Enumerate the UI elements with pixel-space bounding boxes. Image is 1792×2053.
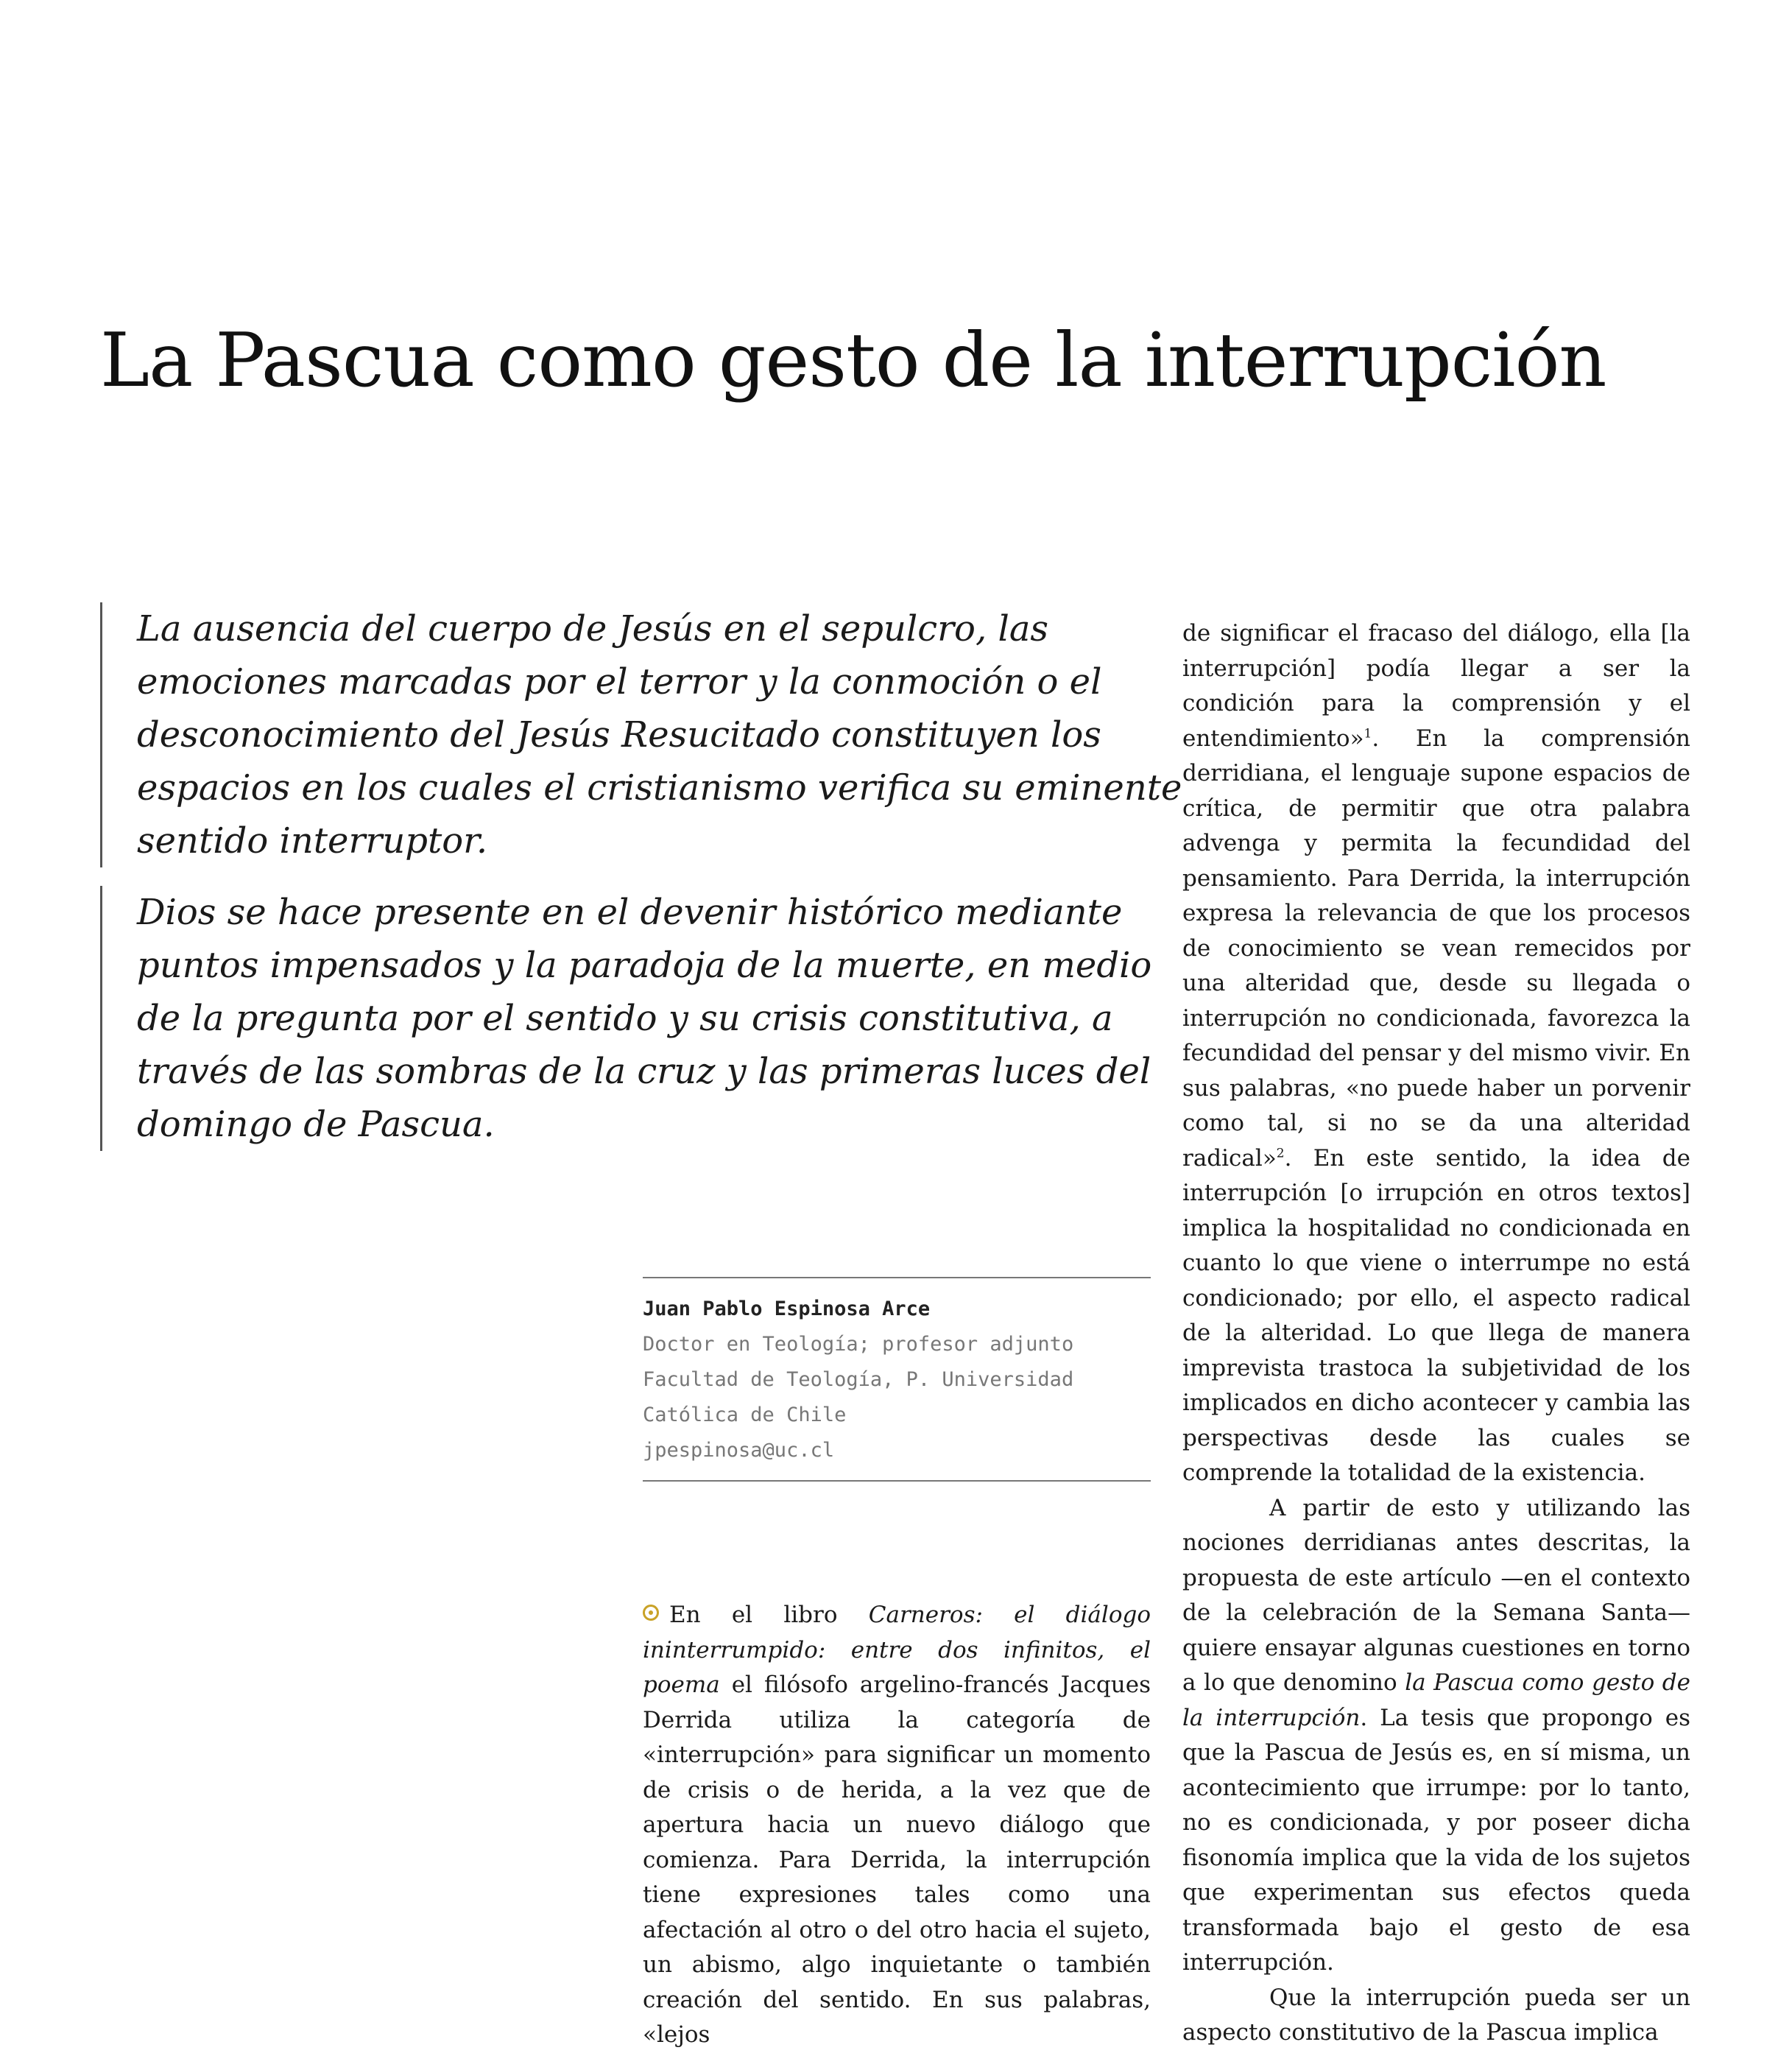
body-column (1182, 616, 1690, 2051)
author-name: Juan Pablo Espinosa Arce (643, 1297, 931, 1320)
intro-paragraph (643, 1598, 1151, 2053)
body-paragraph-2 (1182, 1491, 1690, 1981)
book-title: Carneros: el diálogo ininterrumpido: entre dos infinitos, el poema (643, 1602, 1151, 1698)
body-text-1a: de significar el fracaso del diálogo, ella [la interrupción] podía llegar a ser la condición para la comprensión y el entendimiento» (1182, 620, 1690, 752)
pullquote-1: La ausencia del cuerpo de Jesús en el sepulcro, las emociones marcadas por el terror y la conmoción o el desconocimiento del Jesús Resucitado constituyen los espacios en los cuales el cristianismo verifica su eminente sentido interruptor. (100, 602, 1182, 867)
author-role: Doctor en Teología; profesor adjunto (643, 1333, 1074, 1356)
body-emphasis: la Pascua como gesto de la interrupción (1182, 1669, 1690, 1731)
flower-ornament-icon (643, 1605, 659, 1621)
body-text-1b: . En la comprensión derridiana, el lenguaje supone espacios de crítica, de permitir que otra palabra advenga y permita la fecundidad del pensamiento. Para Derrida, la interrupción expresa la relevancia de que los procesos de conocimiento se vean remecidos por una alteridad que, desde su llegada o interrupción no condicionada, favorezca la fecundidad del pensar y del mismo vivir. En sus palabras, «no puede haber un porvenir como tal, si no se da una alteridad radical» (1182, 725, 1690, 1172)
pullquote-2: Dios se hace presente en el devenir histórico mediante puntos impensados y la paradoja de la muerte, en medio de la pregunta por el sentido y su crisis constitutiva, a través de las sombras de la cruz y las primeras luces del domingo de Pascua. (100, 886, 1182, 1151)
body-paragraph-1 (1182, 616, 1690, 1491)
author-affiliation-2: Católica de Chile (643, 1404, 847, 1426)
body-paragraph-3: Que la interrupción pueda ser un aspecto constitutivo de la Pascua implica (1182, 1984, 1690, 2046)
footnote-ref-2[interactable]: 2 (1276, 1146, 1285, 1161)
intro-text-2: el filósofo argelino-francés Jacques Derrida utiliza la categoría de «interrupción» para significar un momento de crisis o de herida, a la vez que de apertura hacia un nuevo diálogo que comienza. Para Derrida, la interrupción tiene expresiones tales como una afectación al otro o del otro hacia el sujeto, un abismo, algo inquietante o también creación del sentido. En sus palabras, «lejos (643, 1672, 1151, 2048)
author-box (643, 1277, 1151, 1482)
body-text-2a: A partir de esto y utilizando las nociones derridianas antes descritas, la propuesta de este artículo —en el contexto de la celebración de la Semana Santa— quiere ensayar algunas cuestiones en torno a lo que denomino (1182, 1494, 1690, 1696)
body-text-1c: . En este sentido, la idea de interrupción [o irrupción en otros textos] implica la hospitalidad no condicionada en cuanto lo que viene o interrumpe no está condicionado; por ello, el aspecto radical de la alteridad. Lo que llega de manera imprevista trastoca la subjetividad de los implicados en dicho acontecer y cambia las perspectivas desde las cuales se comprende la totalidad de la existencia. (1182, 1144, 1690, 1486)
intro-column (643, 1598, 1151, 2053)
footnote-ref-1[interactable]: 1 (1364, 726, 1372, 742)
page-title: La Pascua como gesto de la interrupción (100, 317, 1606, 404)
author-affiliation-1: Facultad de Teología, P. Universidad (643, 1368, 1074, 1391)
body-text-2b: . La tesis que propongo es que la Pascua de Jesús es, en sí misma, un acontecimiento que irrumpe: por lo tanto, no es condicionada, y por poseer dicha fisonomía implica que la vida de los sujetos que experimentan sus efectos queda transformada bajo el gesto de esa interrupción. (1182, 1704, 1690, 1976)
intro-text-1: En el libro (669, 1602, 869, 1628)
author-email[interactable]: jpespinosa@uc.cl (643, 1439, 835, 1462)
